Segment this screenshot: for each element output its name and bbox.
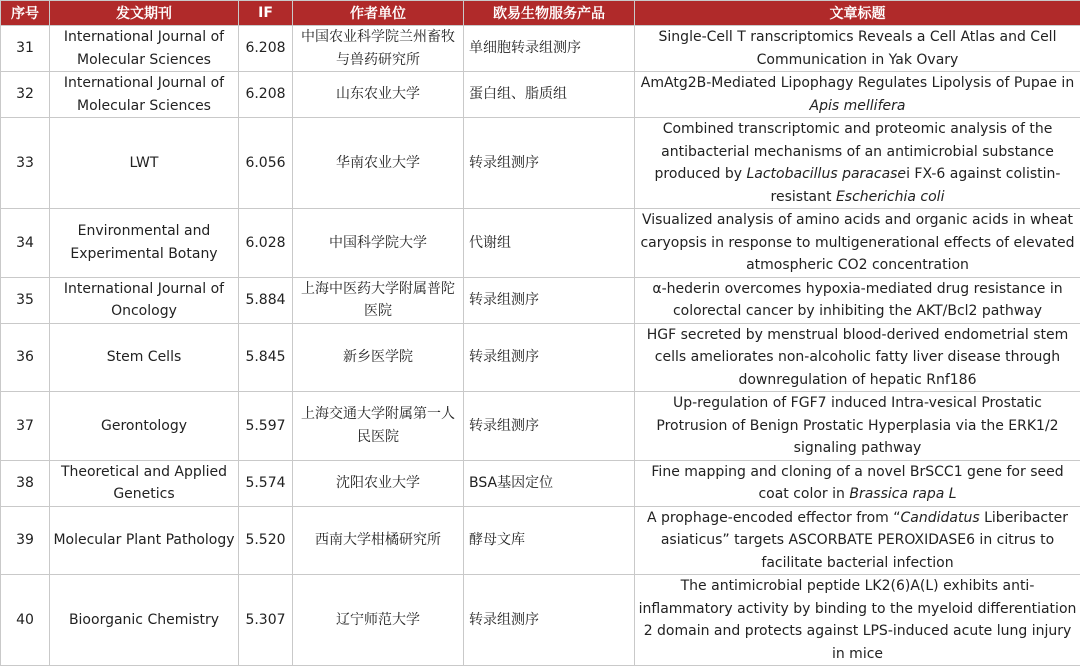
title-italic-segment: Candidatus	[901, 510, 980, 526]
row-unit: 上海中医药大学附属普陀医院	[293, 277, 464, 323]
row-product: 酵母文库	[464, 506, 635, 575]
row-product: 转录组测序	[464, 323, 635, 392]
row-unit: 西南大学柑橘研究所	[293, 506, 464, 575]
title-segment: A prophage-encoded effector from “	[647, 510, 901, 526]
title-segment: α-hederin overcomes hypoxia-mediated drug resistance in colorectal cancer by inhibiting the AKT/Bcl2 pathway	[652, 281, 1062, 320]
row-journal: International Journal of Molecular Sciences	[50, 72, 239, 118]
header-title: 文章标题	[635, 1, 1080, 26]
table-row	[1, 460, 1080, 506]
table-row	[1, 26, 1080, 72]
row-journal: Bioorganic Chemistry	[50, 575, 239, 666]
header-if: IF	[239, 1, 293, 26]
row-product: 单细胞转录组测序	[464, 26, 635, 72]
row-num: 35	[1, 277, 50, 323]
title-segment: Visualized analysis of amino acids and organic acids in wheat caryopsis in response to multigenerational effects of elevated atmospheric CO2 concentration	[640, 212, 1074, 273]
row-product: 转录组测序	[464, 575, 635, 666]
row-unit: 中国科学院大学	[293, 209, 464, 278]
row-journal: Gerontology	[50, 392, 239, 461]
row-product: 蛋白组、脂质组	[464, 72, 635, 118]
table-row	[1, 277, 1080, 323]
title-segment: The antimicrobial peptide LK2(6)A(L) exhibits anti-inflammatory activity by binding to the myeloid differentiation 2 domain and protects against LPS-induced acute lung injury in mice	[639, 578, 1077, 662]
row-num: 38	[1, 460, 50, 506]
table-row	[1, 323, 1080, 392]
row-title	[635, 460, 1080, 506]
row-if: 6.056	[239, 118, 293, 209]
row-title	[635, 118, 1080, 209]
title-italic-segment: Brassica rapa L	[849, 486, 956, 502]
row-if: 6.208	[239, 26, 293, 72]
row-journal: Stem Cells	[50, 323, 239, 392]
table-row	[1, 118, 1080, 209]
title-segment: Liberibacter asiaticus” targets ASCORBATE PEROXIDASE6 in citrus to facilitate bacterial infection	[661, 510, 1068, 571]
row-if: 5.574	[239, 460, 293, 506]
title-segment: Single-Cell T ranscriptomics Reveals a Cell Atlas and Cell Communication in Yak Ovary	[659, 29, 1057, 68]
row-if: 5.520	[239, 506, 293, 575]
row-title	[635, 506, 1080, 575]
title-italic-segment: Apis mellifera	[810, 98, 906, 114]
row-num: 39	[1, 506, 50, 575]
row-journal: Environmental and Experimental Botany	[50, 209, 239, 278]
row-journal: International Journal of Oncology	[50, 277, 239, 323]
row-product: 代谢组	[464, 209, 635, 278]
row-num: 40	[1, 575, 50, 666]
header-unit: 作者单位	[293, 1, 464, 26]
row-if: 6.208	[239, 72, 293, 118]
title-segment: Up-regulation of FGF7 induced Intra-vesical Prostatic Protrusion of Benign Prostatic Hyperplasia via the ERK1/2 signaling pathway	[656, 395, 1058, 456]
row-title	[635, 26, 1080, 72]
row-num: 37	[1, 392, 50, 461]
row-if: 5.307	[239, 575, 293, 666]
header-product: 欧易生物服务产品	[464, 1, 635, 26]
row-title	[635, 575, 1080, 666]
title-italic-segment: Lactobacillus paracase	[746, 166, 906, 182]
row-journal: International Journal of Molecular Sciences	[50, 26, 239, 72]
title-segment: i FX-6 against colistin-resistant	[771, 166, 1061, 205]
row-unit: 辽宁师范大学	[293, 575, 464, 666]
table-row	[1, 392, 1080, 461]
row-product: BSA基因定位	[464, 460, 635, 506]
row-if: 6.028	[239, 209, 293, 278]
title-segment: Fine mapping and cloning of a novel BrSCC1 gene for seed coat color in	[651, 464, 1063, 503]
row-if: 5.597	[239, 392, 293, 461]
row-journal: Theoretical and Applied Genetics	[50, 460, 239, 506]
table-row	[1, 209, 1080, 278]
row-if: 5.845	[239, 323, 293, 392]
row-unit: 沈阳农业大学	[293, 460, 464, 506]
header-journal: 发文期刊	[50, 1, 239, 26]
row-unit: 山东农业大学	[293, 72, 464, 118]
header-num: 序号	[1, 1, 50, 26]
table-body	[1, 26, 1080, 666]
title-segment: HGF secreted by menstrual blood-derived endometrial stem cells ameliorates non-alcoholic fatty liver disease through downregulation of hepatic Rnf186	[647, 327, 1069, 388]
row-title	[635, 209, 1080, 278]
table-row	[1, 72, 1080, 118]
row-journal: Molecular Plant Pathology	[50, 506, 239, 575]
table-header-row	[1, 1, 1080, 26]
row-unit: 上海交通大学附属第一人民医院	[293, 392, 464, 461]
row-title	[635, 72, 1080, 118]
row-num: 34	[1, 209, 50, 278]
row-product: 转录组测序	[464, 277, 635, 323]
row-num: 31	[1, 26, 50, 72]
title-segment: Combined transcriptomic and proteomic analysis of the antibacterial mechanisms of an antimicrobial substance produced by	[655, 121, 1054, 182]
row-unit: 中国农业科学院兰州畜牧与兽药研究所	[293, 26, 464, 72]
title-segment: AmAtg2B-Mediated Lipophagy Regulates Lipolysis of Pupae in	[641, 75, 1074, 91]
row-num: 36	[1, 323, 50, 392]
row-num: 32	[1, 72, 50, 118]
row-num: 33	[1, 118, 50, 209]
row-journal: LWT	[50, 118, 239, 209]
row-unit: 华南农业大学	[293, 118, 464, 209]
row-product: 转录组测序	[464, 392, 635, 461]
row-product: 转录组测序	[464, 118, 635, 209]
table-row	[1, 575, 1080, 666]
table-row	[1, 506, 1080, 575]
row-title	[635, 277, 1080, 323]
row-title	[635, 323, 1080, 392]
row-if: 5.884	[239, 277, 293, 323]
row-title	[635, 392, 1080, 461]
row-unit: 新乡医学院	[293, 323, 464, 392]
title-italic-segment: Escherichia coli	[836, 189, 945, 205]
